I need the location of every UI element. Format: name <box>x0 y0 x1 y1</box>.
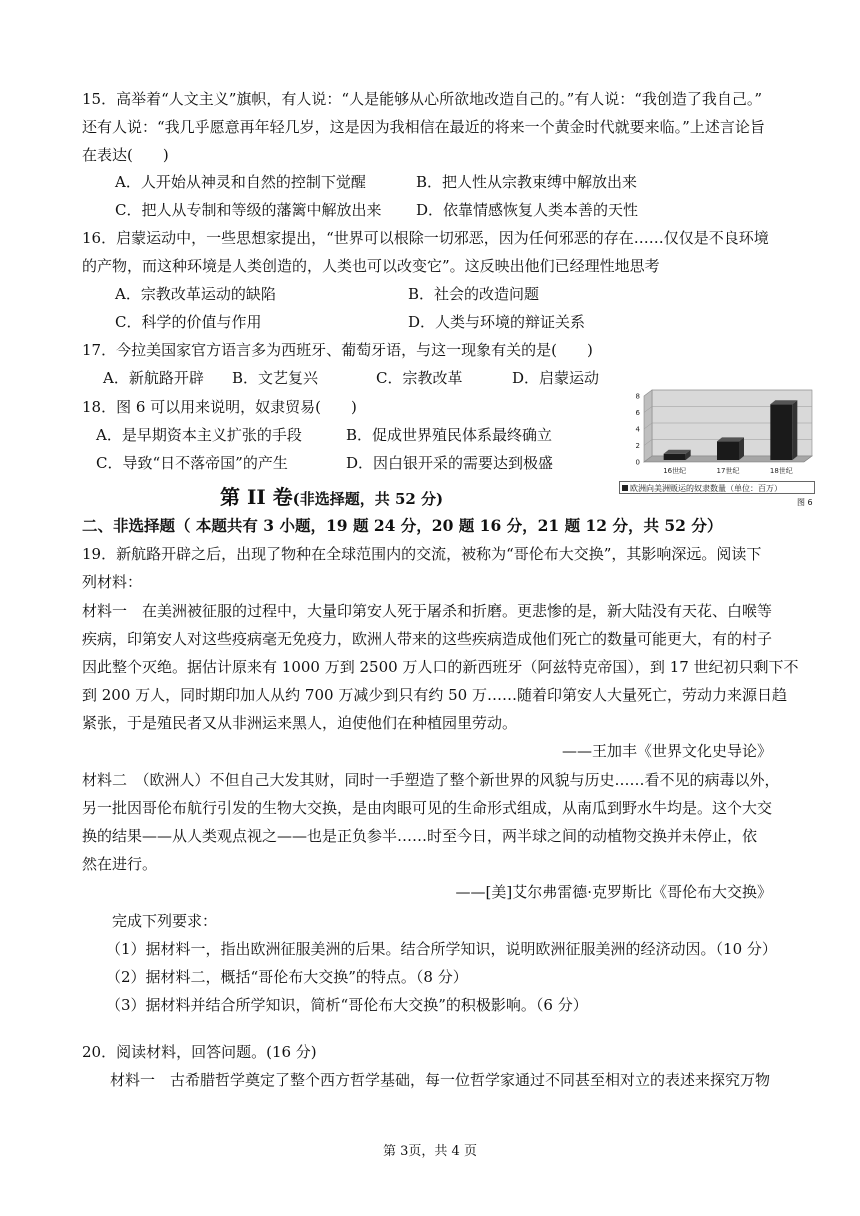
chart-bar-side-3 <box>792 400 797 460</box>
legend-swatch <box>622 485 628 491</box>
chart-y-tick-label: 6 <box>635 409 640 417</box>
chart-x-category-label: 18世纪 <box>769 467 793 475</box>
q17-option-a: A．新航路开辟 <box>103 369 204 387</box>
chart-legend <box>619 481 815 494</box>
page-footer: 第 3页，共 4 页 <box>383 1144 477 1159</box>
chart-y-tick-label: 2 <box>635 442 640 450</box>
q15-stem-line1: 15．高举着“人文主义”旗帜，有人说：“人是能够从心所欲地改造自己的。”有人说：“我创造了我自己。” <box>82 90 763 108</box>
q19-material1-line1: 材料一 在美洲被征服的过程中，大量印第安人死于屠杀和折磨。更悲惨的是，新大陆没有天花、白喉等 <box>82 602 773 620</box>
part2-title <box>220 484 443 512</box>
q15-option-b: B．把人性从宗教束缚中解放出来 <box>416 173 638 191</box>
q18-option-d: D．因白银开采的需要达到极盛 <box>346 454 554 472</box>
q15-option-c: C．把人从专制和等级的藩篱中解放出来 <box>115 201 382 219</box>
q19-material2-line3: 换的结果——从人类观点视之——也是正负参半……时至今日，两半球之间的动植物交换并未停止，依 <box>82 827 758 845</box>
chart-x-category-label: 16世纪 <box>663 467 687 475</box>
chart-y-tick-label: 4 <box>635 425 640 434</box>
q15-stem-line3: 在表达( ) <box>82 146 169 164</box>
part2-title-text: 第 II 卷 <box>220 485 293 509</box>
q16-option-b: B．社会的改造问题 <box>408 285 540 303</box>
q19-requirements-label: 完成下列要求： <box>112 912 218 930</box>
q19-material1-source: ——王加丰《世界文化史导论》 <box>561 742 772 760</box>
q15-option-d: D．依靠情感恢复人类本善的天性 <box>416 201 639 219</box>
q18-option-a: A．是早期资本主义扩张的手段 <box>96 426 302 444</box>
q16-stem-line1: 16．启蒙运动中，一些思想家提出，“世界可以根除一切邪恶，因为任何邪恶的存在……仅仅是不良环境 <box>82 229 769 247</box>
legend-label: 欧洲向美洲贩运的奴隶数量（单位：百万） <box>630 484 782 493</box>
chart-bar-3 <box>770 404 792 460</box>
q18-option-c: C．导致“日不落帝国”的产生 <box>96 454 288 472</box>
q17-option-d: D．启蒙运动 <box>512 369 600 387</box>
q15-option-a: A．人开始从神灵和自然的控制下觉醒 <box>115 173 366 191</box>
chart-y-tick-label: 0 <box>635 458 640 467</box>
figure-caption: 图 6 <box>797 498 813 507</box>
q17-stem: 17．今拉美国家官方语言多为西班牙、葡萄牙语，与这一现象有关的是( ) <box>82 341 593 359</box>
q17-option-c: C．宗教改革 <box>376 369 463 387</box>
q16-option-d: D．人类与环境的辩证关系 <box>408 313 586 331</box>
q19-material1-line4: 到 200 万人，同时期印加人从约 700 万减少到只有约 50 万……随着印第安人大量死亡，劳动力来源日趋 <box>82 686 787 704</box>
q18-stem: 18．图 6 可以用来说明，奴隶贸易( ) <box>82 398 357 416</box>
q20-stem: 20．阅读材料，回答问题。(16 分) <box>82 1043 317 1061</box>
q19-requirement-1: （1）据材料一，指出欧洲征服美洲的后果。结合所学知识，说明欧洲征服美洲的经济动因。（10 分） <box>106 940 777 958</box>
q19-material1-line5: 紧张，于是殖民者又从非洲运来黑人，迫使他们在种植园里劳动。 <box>82 714 518 732</box>
q19-material1-line2: 疾病，印第安人对这些疫病毫无免疫力，欧洲人带来的这些疾病造成他们死亡的数量可能更大，有的村子 <box>82 630 773 648</box>
q16-option-c: C．科学的价值与作用 <box>115 313 262 331</box>
chart-bar-1 <box>664 454 686 460</box>
q19-stem-line2: 列材料： <box>82 573 143 591</box>
q19-material2-line2: 另一批因哥伦布航行引发的生物大交换，是由肉眼可见的生命形式组成，从南瓜到野水牛均是。这个大交 <box>82 799 773 817</box>
section2-heading: 二、非选择题（ 本题共有 3 小题，19 题 24 分，20 题 16 分，21 题 12 分，共 52 分） <box>82 516 723 535</box>
q18-option-b: B．促成世界殖民体系最终确立 <box>346 426 553 444</box>
q19-material2-source: ——[美]艾尔弗雷德·克罗斯比《哥伦布大交换》 <box>455 883 772 901</box>
q19-material2-line1: 材料二 （欧洲人）不但自己大发其财，同时一手塑造了整个新世界的风貌与历史……看不见的病毒以外， <box>82 771 780 789</box>
q20-material1-line1: 材料一 古希腊哲学奠定了整个西方哲学基础，每一位哲学家通过不同甚至相对立的表述来探究万物 <box>110 1071 771 1089</box>
q16-option-a: A．宗教改革运动的缺陷 <box>115 285 276 303</box>
q19-requirement-2: （2）据材料二，概括“哥伦布大交换”的特点。（8 分） <box>106 968 468 986</box>
q19-requirement-3: （3）据材料并结合所学知识，简析“哥伦布大交换”的积极影响。（6 分） <box>106 996 588 1014</box>
part2-subtitle: (非选择题，共 52 分) <box>292 490 444 508</box>
q19-stem-line1: 19．新航路开辟之后，出现了物种在全球范围内的交流，被称为“哥伦布大交换”，其影响深远。阅读下 <box>82 545 762 563</box>
chart-y-tick-label: 8 <box>635 392 640 401</box>
chart-x-category-label: 17世纪 <box>716 467 740 475</box>
q16-stem-line2: 的产物，而这种环境是人类创造的，人类也可以改变它”。这反映出他们已经理性地思考 <box>82 257 660 275</box>
q17-option-b: B．文艺复兴 <box>232 369 319 387</box>
chart-bar-2 <box>717 441 739 460</box>
q19-material1-line3: 因此整个灭绝。据估计原来有 1000 万到 2500 万人口的新西班牙（阿兹特克帝国），到 17 世纪初只剩下不 <box>82 658 799 676</box>
q19-material2-line4: 然在进行。 <box>82 855 158 873</box>
q15-stem-line2: 还有人说：“我几乎愿意再年轻几岁，这是因为我相信在最近的将来一个黄金时代就要来临。”上述言论旨 <box>82 118 765 136</box>
